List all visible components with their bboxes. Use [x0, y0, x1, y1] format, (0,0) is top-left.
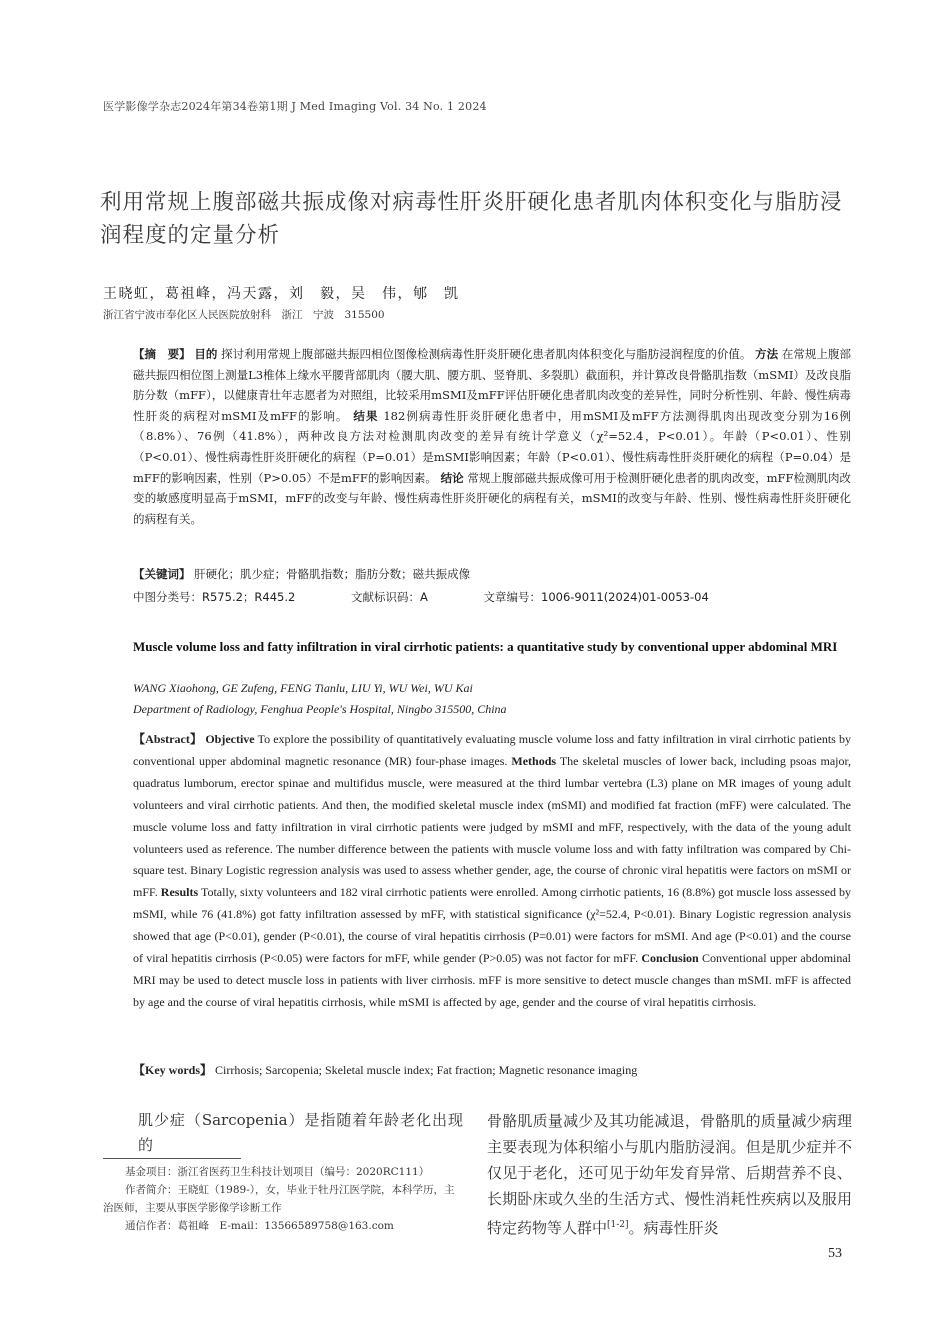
body-right-column [487, 1108, 852, 1241]
classification-row [133, 589, 761, 605]
body-left-column [138, 1108, 463, 1158]
authors-cn: 王晓虹，葛祖峰，冯天露，刘 毅，吴 伟，郇 凯 [103, 286, 460, 302]
running-header: 医学影像学杂志2024年第34卷第1期 J Med Imaging Vol. 34 No. 1 2024 [103, 100, 487, 113]
page-number: 53 [828, 1246, 842, 1261]
abstract-label-en: 【Abstract】 [133, 732, 203, 746]
keywords-text-cn: 肝硬化；肌少症；骨骼肌指数；脂肪分数；磁共振成像 [194, 567, 471, 581]
article-title-en: Muscle volume loss and fatty infiltration in viral cirrhotic patients: a quantitative study by conventional upper abdominal MRI [133, 639, 838, 654]
body-right-text-b: 。病毒性肝炎 [628, 1219, 719, 1237]
objective-text-en: To explore the possibility of quantitatively evaluating muscle volume loss and fatty infiltration in viral cirrhotic patients by conventional upper abdominal magnetic resonance (MR) four-phase images. [133, 732, 852, 768]
methods-text-cn: 在常规上腹部磁共振四相位图上测量L3椎体上缘水平腰背部肌肉（腰大肌、腰方肌、竖脊肌、多裂肌）截面积，并计算改良骨骼肌指数（mSMI）及改良脂肪分数（mFF），以健康青壮年志愿者为对照组，比较采用mSMI及mFF评估肝硬化患者肌肉改变的差异性，同时分析性别、年龄、慢性病毒性肝炎的病程对mSMI及mFF的影响。 [133, 347, 852, 423]
objective-text-cn: 探讨利用常规上腹部磁共振四相位图像检测病毒性肝炎肝硬化患者肌肉体积变化与脂肪浸润程度的价值。 [221, 347, 752, 361]
keywords-label-en: 【Key words】 [133, 1063, 212, 1077]
authors-en: WANG Xiaohong, GE Zufeng, FENG Tianlu, LIU Yi, WU Wei, WU Kai [133, 681, 473, 695]
footnotes [103, 1163, 465, 1235]
objective-label-en: Objective [205, 732, 255, 746]
keywords-label-cn: 【关键词】 [133, 567, 191, 581]
results-text-en: Totally, sixty volunteers and 182 viral cirrhotic patients were enrolled. Among cirrhotic patients, 16 (8.8%) got muscle loss assessed by mSMI, while 76 (41.8%) got fatty infiltration assessed by mFF, with statistical significance (χ²=52.4, P<0.01). Binary Logistic regression analysis showed that age (P<0.01), gender (P<0.01), the course of viral hepatitis cirrhosis (P=0.01) were factors for mSMI. And age (P<0.01) and the course of viral hepatitis cirrhosis (P<0.05) were factors for mFF, while gender (P>0.05) was not factor for mFF. [133, 885, 851, 966]
citation-ref[interactable]: [1-2] [607, 1220, 629, 1230]
clc-number: 中图分类号：R575.2；R445.2 [133, 590, 296, 604]
abstract-en [133, 729, 851, 1014]
footnote-rule [103, 1158, 241, 1159]
results-text-cn: 182例病毒性肝炎肝硬化患者中，用mSMI及mFF方法测得肌肉出现改变分别为16例（8.8%）、76例（41.8%），两种改良方法对检测肌肉改变的差异有统计学意义（χ²=52.4，P<0.01）。年龄（P<0.01）、性别（P<0.01）、慢性病毒性肝炎肝硬化的病程（P=0.01）是mSMI影响因素；年龄（P<0.01）、慢性病毒性肝炎肝硬化的病程（P=0.04）是mFF的影响因素，性别（P>0.05）不是mFF的影响因素。 [133, 408, 852, 485]
article-number: 文章编号：1006-9011(2024)01-0053-04 [483, 590, 709, 604]
methods-text-en: The skeletal muscles of lower back, including psoas major, quadratus lumborum, erector spinae and multifidus muscle, were measured at the third lumbar vertebra (L3) plane on MR images of young adult volunteers and viral cirrhotic patients. And then, the modified skeletal muscle index (mSMI) and modified fat fraction (mFF) were calculated. The muscle volume loss and fatty infiltration in viral cirrhotic patients were judged by mSMI and mFF, respectively, with the data of the young adult volunteers used as reference. The number difference between the patients with muscle volume loss and with fatty infiltration was compared by Chi-square test. Binary Logistic regression analysis was used to assess whether gender, age, the course of chronic viral hepatitis were factors on mSMI or mFF. [133, 753, 851, 900]
affiliation-cn: 浙江省宁波市奉化区人民医院放射科 浙江 宁波 315500 [103, 309, 385, 321]
methods-label-en: Methods [511, 753, 557, 768]
article-title-cn: 利用常规上腹部磁共振成像对病毒性肝炎肝硬化患者肌肉体积变化与脂肪浸润程度的定量分析 [100, 190, 843, 248]
keywords-text-en: Cirrhosis; Sarcopenia; Skeletal muscle index; Fat fraction; Magnetic resonance imaging [215, 1063, 638, 1077]
results-label-en: Results [160, 885, 199, 900]
footnote-corresponding: 通信作者：葛祖峰 E-mail：13566589758@163.com [125, 1220, 394, 1232]
body-left-text: 肌少症（Sarcopenia）是指随着年龄老化出现的 [138, 1111, 463, 1154]
abstract-label-cn: 【摘 要】 [133, 347, 191, 361]
footnote-author-bio: 作者简介：王晓虹（1989-），女，毕业于牡丹江医学院，本科学历，主治医师，主要从事医学影像学诊断工作 [103, 1184, 455, 1214]
objective-label-cn: 目的 [194, 347, 218, 361]
methods-label-cn: 方法 [755, 347, 779, 361]
keywords-en [133, 1061, 637, 1078]
conclusion-label-en: Conclusion [641, 951, 699, 966]
abstract-cn [133, 344, 851, 529]
doc-code: 文献标识码：A [350, 590, 428, 604]
conclusion-label-cn: 结论 [440, 470, 464, 485]
keywords-cn [133, 566, 470, 582]
conclusion-text-cn: 常规上腹部磁共振成像可用于检测肝硬化患者的肌肉改变，mFF检测肌肉改变的敏感度明显高于mSMI，mFF的改变与年龄、慢性病毒性肝炎肝硬化的病程有关，mSMI的改变与年龄、性别、慢性病毒性肝炎肝硬化的病程有关。 [133, 470, 852, 526]
body-right-text-a: 骨骼肌质量减少及其功能减退，骨骼肌的质量减少病理主要表现为体积缩小与肌内脂肪浸润。但是肌少症并不仅见于老化，还可见于幼年发育异常、后期营养不良、长期卧床或久坐的生活方式、慢性消耗性疾病以及服用特定药物等人群中 [487, 1112, 852, 1237]
results-label-cn: 结果 [353, 408, 379, 423]
affiliation-en: Department of Radiology, Fenghua People's Hospital, Ningbo 315500, China [133, 702, 507, 716]
footnote-funding: 基金项目：浙江省医药卫生科技计划项目（编号：2020RC111） [125, 1166, 430, 1178]
conclusion-text-en: Conventional upper abdominal MRI may be used to detect muscle loss in patients with liver cirrhosis. mFF is more sensitive to detect muscle changes than mSMI. mFF is affected by age and the course of viral hepatitis cirrhosis, while mSMI is affected by age, gender and the course of viral hepatitis cirrhosis. [133, 951, 852, 1009]
